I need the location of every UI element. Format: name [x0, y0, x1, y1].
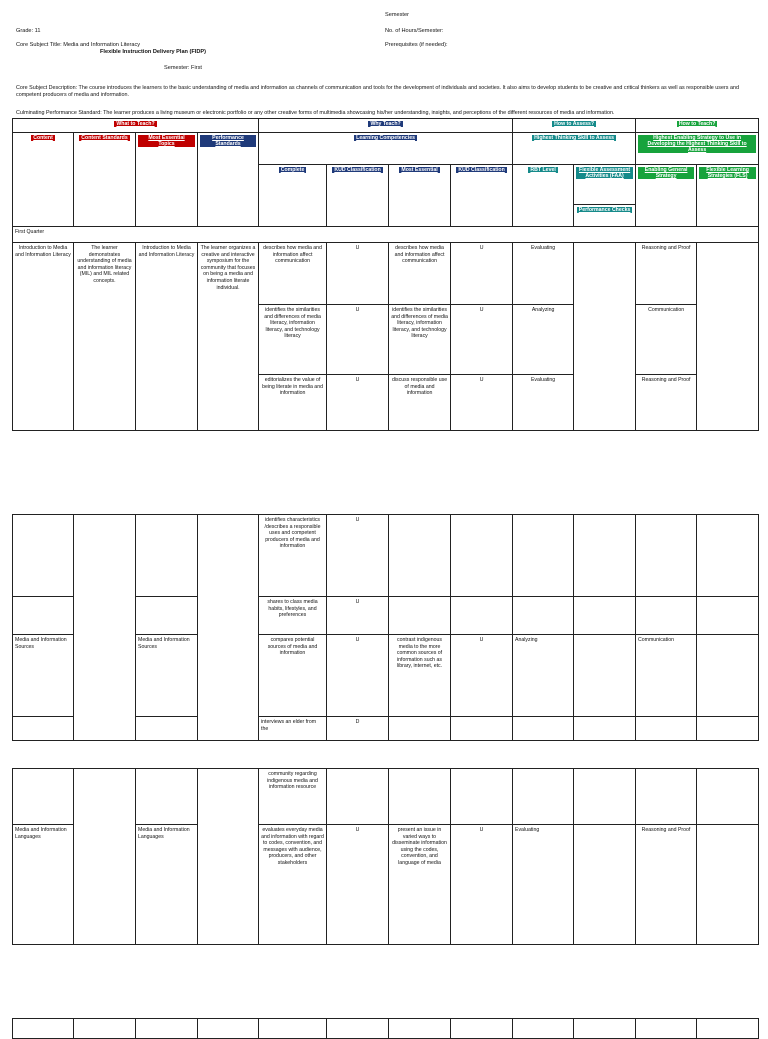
performance-standards-header: Performance Standards	[200, 135, 256, 147]
kud-cell: U	[327, 597, 389, 635]
kud-cell: D	[327, 717, 389, 741]
kud-cell: U	[327, 825, 389, 945]
kud-cell: U	[327, 375, 389, 431]
group-header-row	[13, 119, 759, 133]
fls-cell	[697, 243, 759, 431]
fidp-table-1	[12, 118, 759, 431]
content-cell: Media and Information Languages	[13, 825, 74, 945]
complete-cell	[259, 1019, 327, 1039]
faa-header: Flexible Assessment Activities (FAA)	[576, 167, 633, 179]
essential-cell: contrast indigenous media to the more common sources of information such as library, internet, etc.	[389, 635, 451, 717]
table-row	[13, 515, 759, 597]
kud-cell-2: U	[451, 825, 513, 945]
rbt-cell: Evaluating	[513, 825, 574, 945]
why-teach-header: Why Teach?	[370, 121, 401, 127]
complete-header: Complete	[280, 167, 305, 173]
complete-cell: editorializes the value of being literate in media and information	[259, 375, 327, 431]
plan-title: Flexible Instruction Delivery Plan (FIDP)	[100, 49, 206, 55]
fidp-table-3	[12, 768, 759, 945]
hours-label: No. of Hours/Semester:	[385, 28, 444, 34]
table-row	[13, 769, 759, 825]
kud-cell: U	[327, 515, 389, 597]
strategy-cell: Communication	[636, 635, 697, 717]
how-to-teach-header: How to Teach?	[678, 121, 716, 127]
strategy-cell: Reasoning and Proof	[636, 825, 697, 945]
semester-label: Semester	[385, 12, 409, 18]
highest-enabling-header: Highest Enabling Strategy to Use in Developing the Highest Thinking Skill to Assess	[638, 135, 756, 153]
complete-cell: shares to class media habits, lifestyles, and preferences	[259, 597, 327, 635]
most-essential-header: Most Essential	[401, 167, 438, 173]
essential-cell: describes how media and information affect communication	[389, 243, 451, 305]
fidp-table-4	[12, 1018, 759, 1039]
content-header: Content	[33, 135, 53, 141]
content-cell: Introduction to Media and Information Literacy	[13, 243, 74, 431]
table-row	[13, 243, 759, 305]
content-cell: Media and Information Sources	[13, 635, 74, 717]
table-row	[13, 1019, 759, 1039]
complete-cell: community regarding indigenous media and information resource	[259, 769, 327, 825]
complete-cell: identifies characteristics /describes a responsible uses and competent producers of media and information	[259, 515, 327, 597]
kud-cell: U	[327, 305, 389, 375]
topic-cell: Media and Information Languages	[136, 825, 198, 945]
rbt-cell: Analyzing	[513, 635, 574, 717]
content-standards-header: Content Standards	[81, 135, 128, 141]
complete-cell: identifies the similarities and differences of media literacy, information literacy, and technology literacy	[259, 305, 327, 375]
kud-cell: U	[327, 243, 389, 305]
complete-cell: compares potential sources of media and information	[259, 635, 327, 717]
kud-cell	[327, 1019, 389, 1039]
what-to-teach-header: What to Teach?	[116, 121, 155, 127]
quarter-row	[13, 227, 759, 243]
rbt-cell: Analyzing	[513, 305, 574, 375]
kud-cell-2: U	[451, 305, 513, 375]
quarter-label: First Quarter	[13, 227, 759, 243]
course-description: Core Subject Description: The course introduces the learners to the basic understanding of media and information as channels of communication and tools for the development of individuals and societies. It also aims to develop students to be creative and critical thinkers as well as responsible users and competent producers of media and information.	[16, 85, 739, 98]
rbt-level-header: RBT Level	[530, 167, 556, 173]
core-subject-title: Core Subject Title: Media and Information Literacy	[16, 42, 141, 48]
topic-cell: Introduction to Media and Information Literacy	[136, 243, 198, 431]
kud-classification-header-2: KUD Classification	[458, 167, 505, 173]
enabling-general-strategy-header: Enabling General Strategy	[638, 167, 694, 179]
complete-cell: interviews an elder from the	[259, 717, 327, 741]
kud-classification-header: KUD Classification	[334, 167, 381, 173]
fls-header: Flexible Learning Strategies (FLS)	[699, 167, 756, 179]
complete-cell: evaluates everyday media and information with regard to codes, convention, and messages with audience, producers, and other stakeholders	[259, 825, 327, 945]
essential-cell: identifies the similarities and differences of media literacy, information literacy, and technology literacy	[389, 305, 451, 375]
essential-cell: present an issue in varied ways to disseminate information using the codes, convention, and language of media	[389, 825, 451, 945]
kud-cell-2: U	[451, 635, 513, 717]
rbt-cell: Evaluating	[513, 375, 574, 431]
culminating-standard: Culminating Performance Standard: The learner produces a living museum or electronic portfolio or any other creative forms of multimedia showcasing his/her understanding, insights, and perceptions of the different resources of media and information.	[16, 110, 615, 116]
strategy-cell: Reasoning and Proof	[636, 243, 697, 305]
topic-cell: Media and Information Sources	[136, 635, 198, 717]
kud-cell: U	[327, 635, 389, 717]
rbt-cell: Evaluating	[513, 243, 574, 305]
grade-label: Grade: 11	[16, 28, 41, 34]
fidp-table-2	[12, 514, 759, 741]
kud-cell-2: U	[451, 375, 513, 431]
learning-competencies-header: Learning Competencies	[356, 135, 415, 141]
column-header-row	[13, 133, 759, 165]
highest-thinking-header: Highest Thinking Skill to Assess	[534, 135, 615, 141]
essential-cell: discuss responsible use of media and information	[389, 375, 451, 431]
most-essential-topics-header: Most Essential Topics	[138, 135, 195, 147]
content-standard-cell: The learner demonstrates understanding of media and information literacy (MIL) and MIL related concepts.	[74, 243, 136, 431]
kud-cell-2: U	[451, 243, 513, 305]
semester-first: Semester: First	[164, 65, 202, 71]
faa-cell	[574, 243, 636, 431]
strategy-cell: Communication	[636, 305, 697, 375]
performance-checks-header: Performance Checks	[578, 207, 631, 213]
complete-cell: describes how media and information affect communication	[259, 243, 327, 305]
prerequisites-label: Prerequisites (if needed):	[385, 42, 448, 48]
strategy-cell: Reasoning and Proof	[636, 375, 697, 431]
performance-standard-cell: The learner organizes a creative and interactive symposium for the community that focuses on being a media and information literate individual.	[198, 243, 259, 431]
how-to-assess-header: How to Assess?	[554, 121, 595, 127]
